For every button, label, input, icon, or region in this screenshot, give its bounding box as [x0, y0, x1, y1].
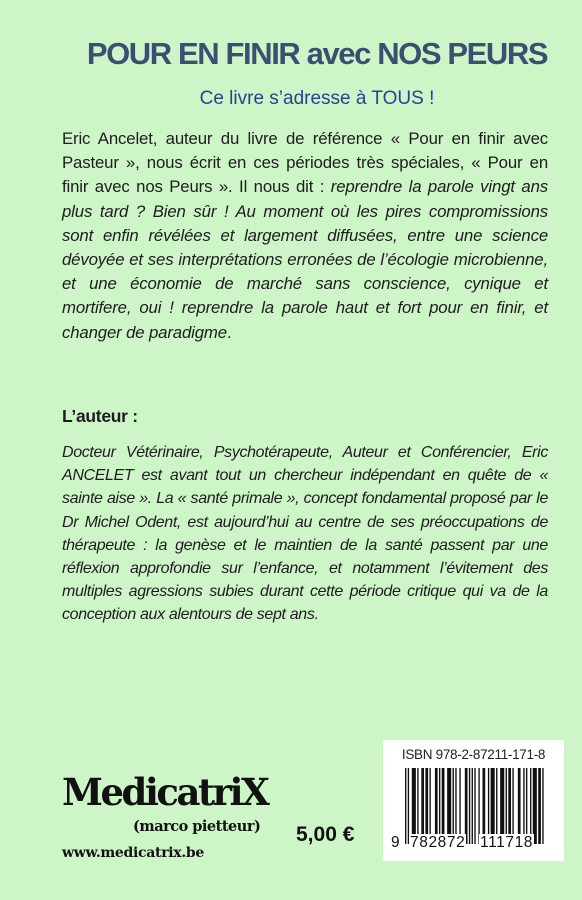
book-subtitle: Ce livre s’adresse à TOUS ! [199, 88, 435, 109]
barcode-bar [472, 768, 473, 844]
barcode-bar [533, 768, 537, 844]
barcode-bar [405, 768, 406, 844]
barcode-bar [442, 768, 445, 844]
barcode-bar [474, 768, 475, 844]
barcode-bar [478, 768, 479, 844]
author-bio: Docteur Vétérinaire, Psychotérapeute, Auteur et Conférencier, Eric ANCELET est avant tout un chercheur indépendant en quête de « sainte aise ». La « santé primale », concept fondamental proposé par le Dr Michel Odent, est aujourd’hui au centre de ses préoccupations de thérapeute : la genèse et le maintien de la santé passent par une réflexion approfondie sur l’enfance, et notamment l’évitement des multiples agressions subies durant cette période critique qui va de la conception aux alentours de sept ans. [62, 444, 548, 624]
barcode-bar [435, 768, 438, 844]
barcode-digit-first: 9 [391, 834, 400, 851]
barcode-bar [518, 768, 521, 844]
barcode-bar [459, 768, 460, 844]
book-title: POUR EN FINIR avec NOS PEURS [86, 36, 548, 71]
description-intro: Eric Ancelet, auteur du livre de référence « Pour en finir avec Pasteur », nous écrit en ces périodes très spéciales, « Pour en finir avec nos Peurs ». Il nous dit : [62, 129, 548, 197]
barcode-bar [538, 768, 541, 844]
barcode-bar [439, 768, 440, 844]
barcode-bar [412, 768, 416, 844]
barcode-bar [425, 768, 428, 844]
barcode-bar [542, 768, 543, 844]
barcode-bar [408, 768, 409, 844]
barcode-bar [530, 768, 531, 844]
isbn-label: ISBN 978-2-87211-171-8 [401, 747, 546, 762]
barcode-bar [482, 768, 485, 844]
author-heading: L’auteur : [62, 406, 138, 426]
publisher-website: www.medicatrix.be [62, 845, 205, 861]
book-description [62, 127, 548, 345]
barcode-bar [417, 768, 418, 844]
barcode-bar [506, 768, 507, 844]
barcode-bar [496, 768, 497, 844]
barcode-bar [447, 768, 451, 844]
barcode-bar [488, 768, 489, 844]
barcode-bar [421, 768, 424, 844]
barcode-bar [526, 768, 527, 844]
barcode-bar [491, 768, 495, 844]
publisher-logo: MedicatriX [62, 770, 268, 814]
barcode-bar [455, 768, 456, 844]
publisher-subtitle: (marco pietteur) [133, 818, 261, 835]
barcode-bar [465, 768, 468, 844]
barcode-bar [500, 768, 504, 844]
barcode-digits-left: 782872 [410, 834, 466, 851]
barcode-icon [405, 768, 545, 844]
description-end: . [226, 322, 232, 342]
barcode-bar [429, 768, 430, 844]
barcode-bar [508, 768, 511, 844]
barcode-bar [469, 768, 470, 844]
barcode-digits-right: 111718 [480, 834, 534, 851]
price: 5,00 € [296, 823, 355, 846]
barcode-panel [383, 740, 564, 861]
barcode-bar [453, 768, 454, 844]
barcode-bar [512, 768, 513, 844]
barcode-bar [523, 768, 524, 844]
description-quote: reprendre la parole vingt ans plus tard ? Bien sûr ! Au moment où les pires compromissions sont enfin révélées et largement diffusées, entre une science dévoyée et ses interprétations erronées de l’écologie microbienne, et une économie de marché sans conscience, cynique et mortifere, oui ! reprendre la parole haut et fort pour en finir, et changer de paradigme [62, 177, 548, 342]
